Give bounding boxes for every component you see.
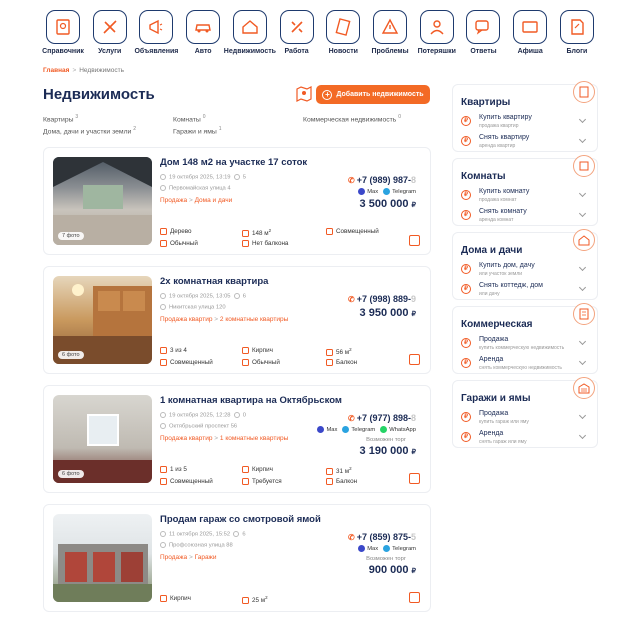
eye-icon [234, 174, 240, 180]
feature-bathroom: Совмещенный [160, 478, 213, 485]
feature-floor: 1 из 5 [160, 466, 187, 473]
ruble-icon: ₽ [461, 136, 471, 146]
chevron-down-icon [579, 190, 586, 197]
listing-address: Октябрьский проспект 56 [160, 423, 237, 430]
eye-icon [234, 412, 240, 418]
share-icon[interactable] [409, 235, 420, 246]
ruble-icon: ₽ [461, 284, 471, 294]
share-icon[interactable] [409, 354, 420, 365]
garage-icon [573, 377, 595, 399]
listing-phone[interactable]: ✆ +7 (977) 898-8 [347, 413, 416, 423]
sidebar-item[interactable]: ₽ Продажа купить гараж или яму [461, 409, 591, 429]
eye-icon [233, 531, 239, 537]
warning-icon [373, 10, 407, 44]
listing-card[interactable] [43, 266, 431, 374]
max-link[interactable]: Max [317, 426, 337, 433]
map-icon[interactable] [295, 85, 313, 103]
chevron-down-icon [579, 358, 586, 365]
listing-price: 900 000 ₽ [368, 564, 416, 576]
ruble-icon: ₽ [461, 358, 471, 368]
feature-repair: Требуется [242, 478, 282, 485]
listing-card[interactable] [43, 504, 431, 612]
category-count: 0 [398, 114, 401, 120]
feature-material: Кирпич [242, 466, 273, 473]
clock-icon [160, 174, 166, 180]
nav-label: Работа [284, 48, 309, 55]
services-icon [93, 10, 127, 44]
pin-icon [160, 185, 166, 191]
ruble-icon: ₽ [461, 412, 471, 422]
listing-phone[interactable]: ✆ +7 (998) 889-9 [347, 294, 416, 304]
people-icon [420, 10, 454, 44]
ruble-icon: ₽ [461, 338, 471, 348]
listing-date: 19 октября 2025, 13:05 6 [160, 293, 246, 300]
category-link[interactable] [43, 114, 78, 123]
nav-label: Новости [328, 48, 358, 55]
ruble-icon: ₽ [461, 210, 471, 220]
max-icon [358, 188, 365, 195]
max-link[interactable]: Max [358, 188, 378, 195]
nav-label: Потеряшки [417, 48, 456, 55]
nav-jobs[interactable] [274, 10, 320, 55]
sidebar-heading: Гаражи и ямы [461, 393, 531, 404]
sidebar-item[interactable]: ₽ Аренда снять гараж или яму [461, 429, 591, 449]
pin-icon [160, 542, 166, 548]
category-count: 2 [133, 126, 137, 132]
house-icon [573, 229, 595, 251]
sidebar-heading: Дома и дачи [461, 245, 523, 256]
category-count: 0 [202, 114, 206, 120]
nav-news[interactable] [320, 10, 366, 55]
eye-icon [234, 293, 240, 299]
pin-icon [160, 423, 166, 429]
breadcrumb-home[interactable]: Главная [43, 67, 70, 74]
nav-label: Авто [194, 48, 212, 55]
clock-icon [160, 293, 166, 299]
nav-label: Афиша [517, 48, 543, 55]
nav-poster[interactable] [507, 10, 553, 55]
feature-bathroom: Совмещенный [326, 228, 379, 235]
breadcrumb [43, 67, 124, 74]
nav-label: Объявления [134, 48, 179, 55]
chat-icon [466, 10, 500, 44]
feature-bathroom: Совмещенный [160, 359, 213, 366]
category-link[interactable] [173, 114, 205, 123]
add-realty-button[interactable] [316, 85, 430, 104]
office-icon [573, 303, 595, 325]
clock-icon [160, 412, 166, 418]
feature-repair: Обычный [242, 359, 280, 366]
sidebar-heading: Квартиры [461, 97, 511, 108]
ruble-icon: ₽ [461, 116, 471, 126]
room-icon [573, 155, 595, 177]
nav-label: Проблемы [371, 48, 409, 55]
blog-icon [560, 10, 594, 44]
category-link[interactable] [173, 126, 221, 135]
listing-photo[interactable] [53, 157, 152, 245]
telegram-icon [383, 545, 390, 552]
nav-label: Ответы [470, 48, 497, 55]
sidebar-heading: Комнаты [461, 171, 506, 182]
max-link[interactable]: Max [358, 545, 378, 552]
feature-floor: 3 из 4 [160, 347, 187, 354]
feature-balcony: Балкон [326, 359, 357, 366]
feature-area: 31 $м^2$ [326, 466, 352, 475]
nav-ads[interactable] [133, 10, 179, 55]
megaphone-icon [139, 10, 173, 44]
tools-icon [280, 10, 314, 44]
apartment-icon [573, 81, 595, 103]
listing-phone[interactable]: ✆ +7 (989) 987-8 [347, 175, 416, 185]
feature-repair: Обычный [160, 240, 198, 247]
listing-photo[interactable] [53, 395, 152, 483]
telegram-icon [383, 188, 390, 195]
nav-auto[interactable] [180, 10, 226, 55]
sidebar-item[interactable]: ₽ Купить комнату продажа комнат [461, 187, 591, 207]
nav-lost[interactable] [414, 10, 460, 55]
ruble-icon: ₽ [461, 190, 471, 200]
sidebar-item[interactable]: ₽ Продажа купить коммерческую недвижимость [461, 335, 591, 355]
sidebar-item[interactable]: ₽ Снять квартиру аренда квартир [461, 133, 591, 153]
sidebar-item[interactable]: ₽ Купить дом, дачу или участок земли [461, 261, 591, 281]
poster-icon [513, 10, 547, 44]
listing-address: Первомайская улица 4 [160, 185, 231, 192]
nav-label: Услуги [98, 48, 122, 55]
newspaper-icon [326, 10, 360, 44]
nav-realty[interactable] [223, 10, 276, 55]
category-link[interactable] [303, 114, 401, 123]
chevron-down-icon [579, 412, 586, 419]
breadcrumb-separator: > [72, 67, 77, 74]
sidebar-section-apartments [452, 84, 598, 152]
feature-area: 25 $м^2$ [242, 595, 268, 604]
listing-title[interactable]: Дом 148 м2 на участке 17 соток [160, 157, 308, 168]
photo-count: 7 фото [58, 232, 84, 240]
category-label: Комнаты [173, 116, 201, 124]
listing-date: 11 октября 2025, 15:52 6 [160, 531, 246, 538]
chevron-down-icon [579, 116, 586, 123]
listing-title[interactable]: Продам гараж со смотровой ямой [160, 514, 321, 525]
feature-area: 56 $м^2$ [326, 347, 352, 356]
nav-blogs[interactable] [554, 10, 600, 55]
sidebar-section-houses [452, 232, 598, 300]
max-icon [358, 545, 365, 552]
listing-title[interactable]: 2х комнатная квартира [160, 276, 269, 287]
listing-address: Профсоюзная улица 88 [160, 542, 233, 549]
listing-category[interactable]: Продажа > Дома и дачи [160, 197, 233, 204]
nav-problems[interactable] [367, 10, 413, 55]
telegram-link[interactable]: Telegram [342, 426, 375, 433]
category-label: Гаражи и ямы [173, 128, 217, 136]
feature-balcony: Нет балкона [242, 240, 288, 247]
category-label: Коммерческая недвижимость [303, 116, 397, 124]
whatsapp-icon [380, 426, 387, 433]
listing-category[interactable]: Продажа > Гаражи [160, 554, 217, 561]
ruble-icon: ₽ [461, 432, 471, 442]
phone-icon: ✆ [347, 176, 355, 185]
messenger-links [317, 426, 416, 433]
share-icon[interactable] [409, 473, 420, 484]
sidebar-section-garages [452, 380, 598, 448]
sidebar-section-commercial [452, 306, 598, 374]
listing-date: 19 октября 2025, 13:19 5 [160, 174, 246, 181]
chevron-down-icon [579, 432, 586, 439]
top-nav [40, 10, 600, 55]
share-icon[interactable] [409, 592, 420, 603]
whatsapp-link[interactable]: WhatsApp [380, 426, 416, 433]
feature-material: Кирпич [242, 347, 273, 354]
category-count: 1 [218, 126, 222, 132]
messenger-links [358, 188, 416, 195]
chevron-down-icon [579, 284, 586, 291]
listing-photo[interactable] [53, 514, 152, 602]
listing-category[interactable]: Продажа квартир > 1 комнатные квартиры [160, 435, 289, 442]
messenger-links [358, 545, 416, 552]
nav-label: Блоги [566, 48, 588, 55]
directory-icon [46, 10, 80, 44]
bargain-note: Возможен торг [366, 437, 406, 443]
listing-card[interactable] [43, 147, 431, 255]
breadcrumb-current: Недвижимость [79, 67, 124, 74]
listing-date: 19 октября 2025, 12:28 0 [160, 412, 246, 419]
chevron-down-icon [579, 136, 586, 143]
listing-title[interactable]: 1 комнатная квартира на Октябрьском [160, 395, 342, 406]
chevron-down-icon [579, 210, 586, 217]
sidebar-item[interactable]: ₽ Аренда снять коммерческую недвижимость [461, 355, 591, 375]
listing-address: Никитская улица 120 [160, 304, 226, 311]
nav-directory[interactable] [40, 10, 86, 55]
sidebar-item[interactable]: ₽ Снять комнату аренда комнат [461, 207, 591, 227]
chevron-down-icon [579, 338, 586, 345]
listing-phone[interactable]: ✆ +7 (859) 875-5 [347, 532, 416, 542]
bargain-note: Возможен торг [366, 556, 406, 562]
category-count: 3 [75, 114, 79, 120]
chevron-down-icon [579, 264, 586, 271]
feature-material: Дерево [160, 228, 192, 235]
max-icon [317, 426, 324, 433]
plus-icon: + [322, 90, 332, 100]
listing-price: 3 950 000 ₽ [359, 307, 416, 319]
ruble-icon: ₽ [461, 264, 471, 274]
category-label: Дома, дачи и участки земли [43, 128, 132, 136]
phone-icon: ✆ [347, 295, 355, 304]
car-icon [186, 10, 220, 44]
sidebar-section-rooms [452, 158, 598, 226]
nav-label: Справочник [42, 48, 84, 55]
pin-icon [160, 304, 166, 310]
nav-services[interactable] [87, 10, 133, 55]
telegram-link[interactable]: Telegram [383, 188, 416, 195]
sidebar-item[interactable]: ₽ Снять коттедж, дом или дачу [461, 281, 591, 301]
category-link[interactable] [43, 126, 136, 135]
nav-answers[interactable] [460, 10, 506, 55]
telegram-link[interactable]: Telegram [383, 545, 416, 552]
telegram-icon [342, 426, 349, 433]
photo-count: 6 фото [58, 351, 84, 359]
sidebar-item[interactable]: ₽ Купить квартиру продажа квартир [461, 113, 591, 133]
page-title: Недвижимость [43, 86, 155, 103]
feature-area: 148 $м^2$ [242, 228, 271, 237]
listing-card[interactable] [43, 385, 431, 493]
listing-price: 3 190 000 ₽ [359, 445, 416, 457]
listing-photo[interactable] [53, 276, 152, 364]
sidebar-heading: Коммерческая [461, 319, 533, 330]
phone-icon: ✆ [347, 414, 355, 423]
add-realty-label: Добавить недвижимость [336, 91, 424, 98]
feature-balcony: Балкон [326, 478, 357, 485]
phone-icon: ✆ [347, 533, 355, 542]
nav-label: Недвижимость [223, 48, 276, 55]
clock-icon [160, 531, 166, 537]
house-icon [233, 10, 267, 44]
feature-material: Кирпич [160, 595, 191, 602]
category-label: Квартиры [43, 116, 74, 124]
photo-count: 6 фото [58, 470, 84, 478]
listing-category[interactable]: Продажа квартир > 2 комнатные квартиры [160, 316, 289, 323]
listing-price: 3 500 000 ₽ [359, 198, 416, 210]
